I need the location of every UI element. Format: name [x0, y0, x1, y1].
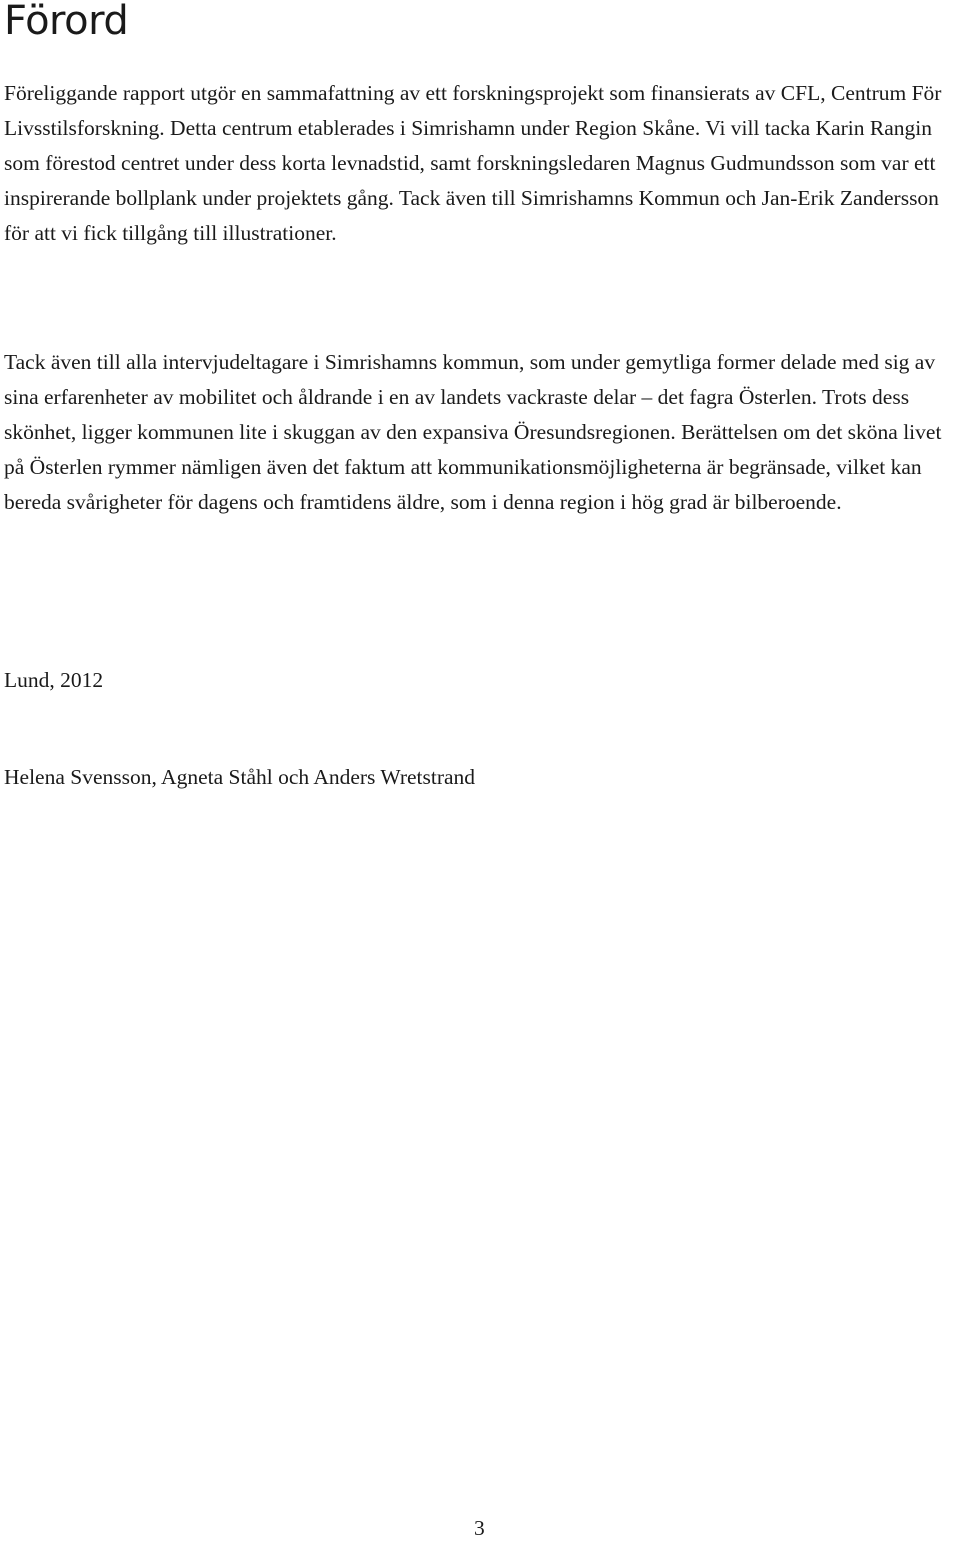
- page-title: Förord: [4, 0, 129, 44]
- authors: Helena Svensson, Agneta Ståhl och Anders Wretstrand: [4, 765, 476, 789]
- place-date: Lund, 2012: [4, 668, 104, 692]
- page-number: 3: [474, 1516, 485, 1540]
- paragraph-acknowledgement-2: Tack även till alla intervjudeltagare i Simrishamns kommun, som under gemytliga former delade med sig av sina erfarenheter av mobilitet och åldrande i en av landets vackraste delar – det fagra Österlen. Trots dess skönhet, ligger kommunen lite i skuggan av den expansiva Öresundsregionen. Berättelsen om det sköna livet på Österlen rymmer nämligen även det faktum att kommunikationsmöjligheterna är begränsade, vilket kan bereda svårigheter för dagens och framtidens äldre, som i denna region i hög grad är bilberoende.: [4, 350, 942, 514]
- paragraph-acknowledgement-1: Föreliggande rapport utgör en sammafattning av ett forskningsprojekt som finansierats av CFL, Centrum För Livsstilsforskning. Detta centrum etablerades i Simrishamn under Region Skåne. Vi vill tacka Karin Rangin som förestod centret under dess korta levnadstid, samt forskningsledaren Magnus Gudmundsson som var ett inspirerande bollplank under projektets gång. Tack även till Simrishamns Kommun och Jan-Erik Zandersson för att vi fick tillgång till illustrationer.: [4, 81, 942, 245]
